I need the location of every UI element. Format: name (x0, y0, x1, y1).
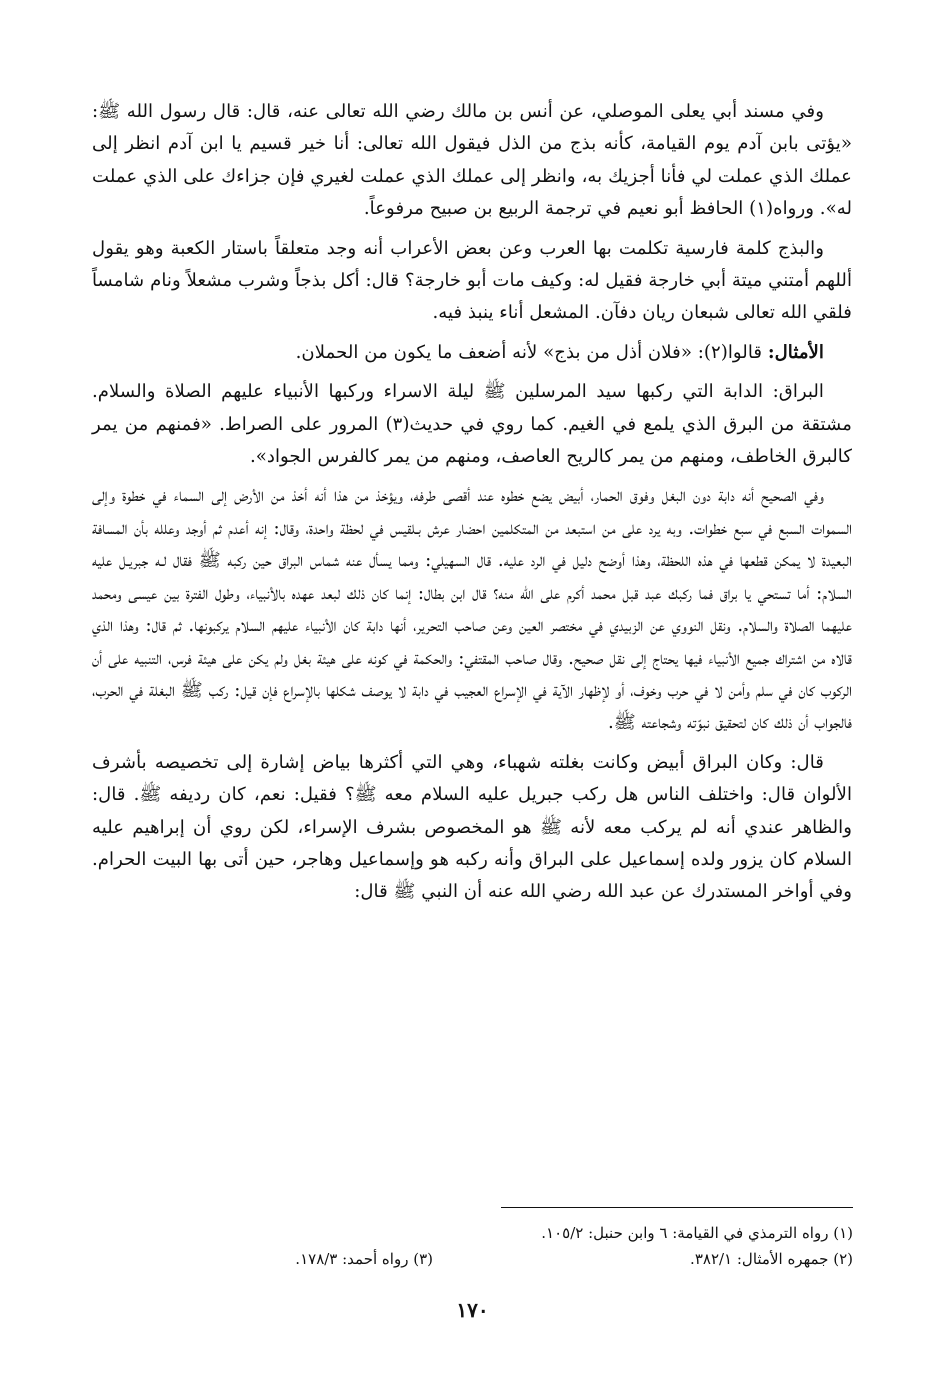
footnote-1: (١) رواه الترمذي في القيامة: ٦ وابن حنبل: ١٠٥/٢. (541, 1224, 853, 1242)
paragraph-4-text: البراق: الدابة التي ركبها سيد المرسلين ﷺ ليلة الاسراء وركبها الأنبياء عليهم الصلاة والسلام. مشتقة من البرق الذي يلمع في الغيم. كما روي في حديث(٣) المرور على الصراط. «فمنهم من يمر كالبرق الخاطف، ومنهم من يمر كالريح العاصف، ومنهم من يمر كالفرس الجواد». (92, 381, 852, 468)
paragraph-6-text: قال: وكان البراق أبيض وكانت بغلته شهباء، وهي التي أكثرها بياض إشارة إلى تخصيصه بأشرف الألوان قال: واختلف الناس هل ركب جبريل عليه السلام معه ﷺ؟ فقيل: نعم، كان رديفه ﷺ. قال: والظاهر عندي أنه لم يركب معه لأنه ﷺ هو المخصوص بشرف الإسراء، لكن روي أن إبراهيم عليه السلام كان يزور ولده إسماعيل على البراق وأنه ركبه هو وإسماعيل وهاجر، حين أتى بها البيت الحرام. وفي أواخر المستدرك عن عبد الله رضي الله عنه أن النبي ﷺ قال: (92, 751, 852, 903)
page-number: ١٧٠ (456, 1298, 489, 1322)
paragraph-2 (92, 233, 852, 330)
main-text-block (92, 96, 852, 916)
footnote-divider (501, 1207, 853, 1208)
paragraph-5-text: وفي الصحيح أنه دابة دون البغل وفوق الحمار، أبيض يضع خطوه عند أقصى طرفه، ويؤخذ من هذا أنه أخذ من الأرض إلى السماء في خطوة وإلى السموات السبع في سبع خطوات. وبه يرد على من استبعد من المتكلمين احضار عرش بـلقيس في لحظة واحدة، وقال: إنه أعدم ثم أوجد وعلله بأن المسافة البعيدة لا يمكن قطعها في هذه اللحظة، وهذا أوضح دليل في الرد عليه. قال السهيلي: ومما يسأل عنه شماس البراق حين ركبه ﷺ فقال لـه جبريـل عليه السلام: أما تستحي يا براق فما ركبك عبد قبل محمد أكرم على الله منه؟ قال ابن بطال: إنما كان ذلك لبعد عهده بالأنبياء، وطول الفترة بين عيسى ومحمد عليهما الصلاة والسلام. ونقل النووي عن الزبيدي في مختصر العين وعن صاحب التحرير، أنها دابة كان الأنبياء عليهم السلام يركبونها. ثم قال: وهذا الذي قالاه من اشتراك جميع الأنبياء فيها يحتاج إلى نقل صحيح. وقال صاحب المقتفي: والحكمة في كونه على هيئة بغل ولم يكن على هيئة فرس، التنبيه على أن الركوب كان في سلم وأمن لا في حرب وخوف، أو لإظهار الآية في الإسراع العجيب في دابة لا يوصف شكلها بالإسراع فإن قيل: ركب ﷺ البغلة في الحرب، فالجواب أن ذلك كان لتحقيق نبوّته وشجاعته ﷺ. (92, 485, 852, 734)
footnote-2: (٢) جمهره الأمثال: ٣٨٢/١. (690, 1250, 853, 1268)
paragraph-6 (92, 747, 852, 909)
footnotes (93, 1220, 853, 1272)
paragraph-1-text: وفي مسند أبي يعلى الموصلي، عن أنس بن مالك رضي الله تعالى عنه، قال: قال رسول الله ﷺ: «يؤتى بابن آدم يوم القيامة، كأنه بذج من الذل فيقول الله تعالى: أنا خير قسيم يا ابن آدم انظر إلى عملك الذي عملت لي فأنا أجزيك به، وانظر إلى عملك الذي عملت لغيري فإن جزاءك على الذي عملت له». ورواه(١) الحافظ أبو نعيم في ترجمة الربيع بن صبيح مرفوعاً. (92, 101, 852, 220)
footnote-3: (٣) رواه أحمد: ١٧٨/٣. (295, 1250, 433, 1268)
paragraph-5 (92, 480, 852, 739)
paragraph-3-lead: الأمثال: (767, 341, 824, 363)
footnote-line-2 (93, 1246, 853, 1272)
paragraph-2-text: والبذج كلمة فارسية تكلمت بها العرب وعن بعض الأعراب أنه وجد متعلقاً باستار الكعبة وهو يقول أللهم أمتني ميتة أبي خارجة فقيل له: وكيف مات أبو خارجة؟ قال: أكل بذجاً وشرب مشعلاً ونام شامساً فلقي الله تعالى شبعان ريان دفآن. المشعل أناء ينبذ فيه. (92, 237, 852, 324)
paragraph-3 (92, 337, 852, 369)
paragraph-1 (92, 96, 852, 226)
paragraph-3-text: قالوا(٢): «فلان أذل من بذج» لأنه أضعف ما يكون من الحملان. (295, 341, 768, 363)
paragraph-4 (92, 376, 852, 473)
footnote-line-1 (93, 1220, 853, 1246)
